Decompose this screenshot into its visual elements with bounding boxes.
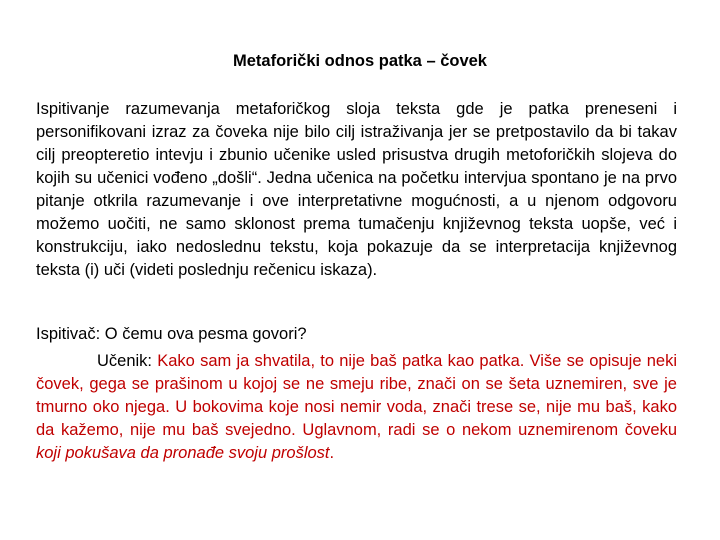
question-text: O čemu ova pesma govori? xyxy=(100,325,307,343)
intro-paragraph: Ispitivanje razumevanja metaforičkog sloja teksta gde je patka preneseni i personifikovani izraz za čoveka nije bilo cilj istraživanja jer se pretpostavilo da bi takav cilj preopteretio intevju i zbunio učenike usled prisustva drugih metoforičkih slojeva do kojih su učenici vođeno „došli“. Jedna učenica na početku intervjua spontano je na prvo pitanje otkrila razumevanje i ove interpretativne mogućnosti, a u njenom odgovoru možemo uočiti, ne samo sklonost prema tumačenju književnog teksta uopše, već i konstrukciju, iako nedoslednu tekstu, koja pokazuje da se interpretacija književnog teksta (i) uči (videti poslednju rečenicu iskaza). xyxy=(36,100,677,279)
answer-italic-text: koji pokušava da pronađe svoju prošlost xyxy=(36,444,330,462)
interviewer-question xyxy=(36,323,677,346)
answer-text: Kako sam ja shvatila, to nije baš patka kao patka. Više se opisuje neki čovek, gega se prašinom u kojoj se ne smeju ribe, znači on se šeta uznemiren, sve je tmurno oko njega. U bokovima koje nosi nemir voda, znači trese se, nije mu baš, kako da kažemo, nije mu baš svejedno. Uglavnom, radi se o nekom uznemirenom čoveku xyxy=(36,352,677,439)
answer-end: . xyxy=(329,444,335,462)
interviewer-label: Ispitivač: xyxy=(36,325,101,343)
student-answer xyxy=(36,350,677,465)
slide-title: Metaforički odnos patka – čovek xyxy=(232,52,487,70)
student-label: Učenik: xyxy=(97,352,158,370)
